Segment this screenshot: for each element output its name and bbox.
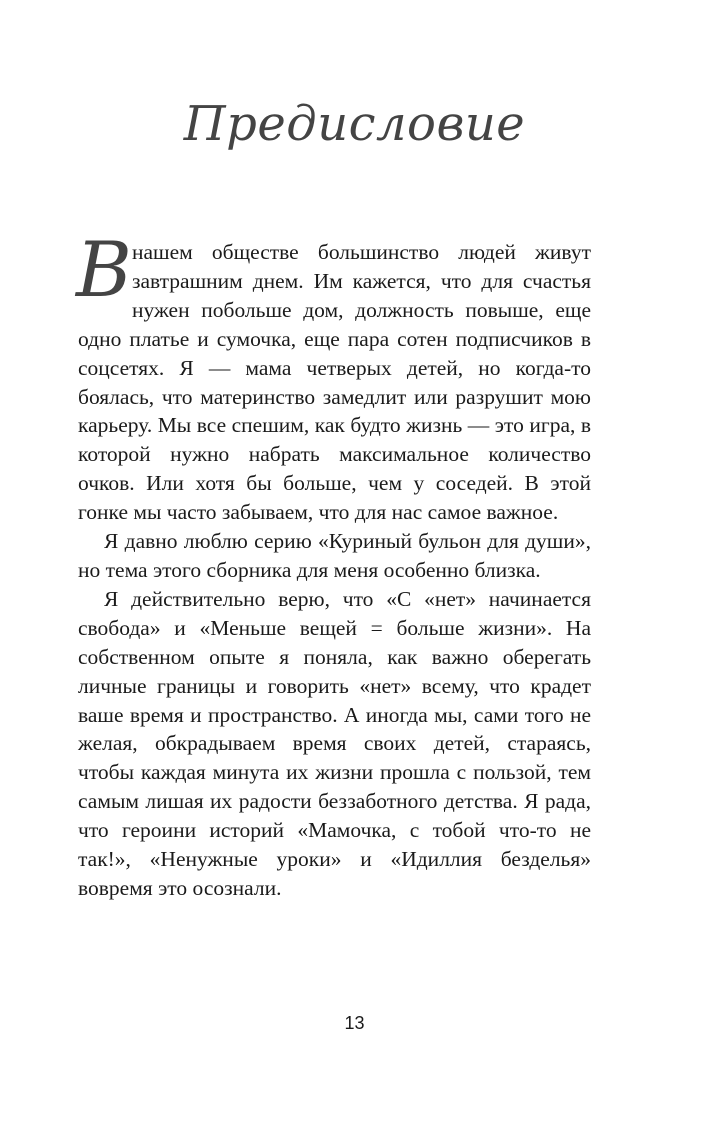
paragraph-3: Я действительно верю, что «С «нет» начинается свобода» и «Меньше вещей = больше жизни». На собственном опыте я поняла, как важно оберегать личные границы и говорить «нет» всему, что крадет ваше время и пространство. А иногда мы, сами того не желая, обкрадываем время своих детей, стараясь, чтобы каждая минута их жизни прошла с пользой, тем самым лишая их радости беззаботного детства. Я рада, что героини историй «Мамочка, с тобой что-то не так!», «Ненужные уроки» и «Идиллия безделья» вовремя это осознали.: [78, 586, 591, 900]
body-text: [76, 225, 591, 903]
paragraph-1: [76, 225, 591, 527]
paragraph-2: Я давно люблю серию «Куриный бульон для души», но тема этого сборника для меня особенно близка.: [78, 529, 591, 582]
paragraph-1-text: нашем обществе большинство людей живут завтрашним днем. Им кажется, что для счастья нужен побольше дом, должность повыше, еще одно платье и сумочка, еще пара сотен подписчиков в соцсетях. Я — мама четверых детей, но когда-то боялась, что материнство замедлит или разрушит мою карьеру. Мы все спешим, как будто жизнь — это игра, в которой нужно набрать максимальное количество очков. Или хотя бы больше, чем у соседей. В этой гонке мы часто забываем, что для нас самое важное.: [78, 240, 591, 525]
drop-cap: В: [76, 225, 132, 314]
chapter-title: Предисловие: [183, 96, 526, 152]
page-number: 13: [344, 1013, 365, 1033]
